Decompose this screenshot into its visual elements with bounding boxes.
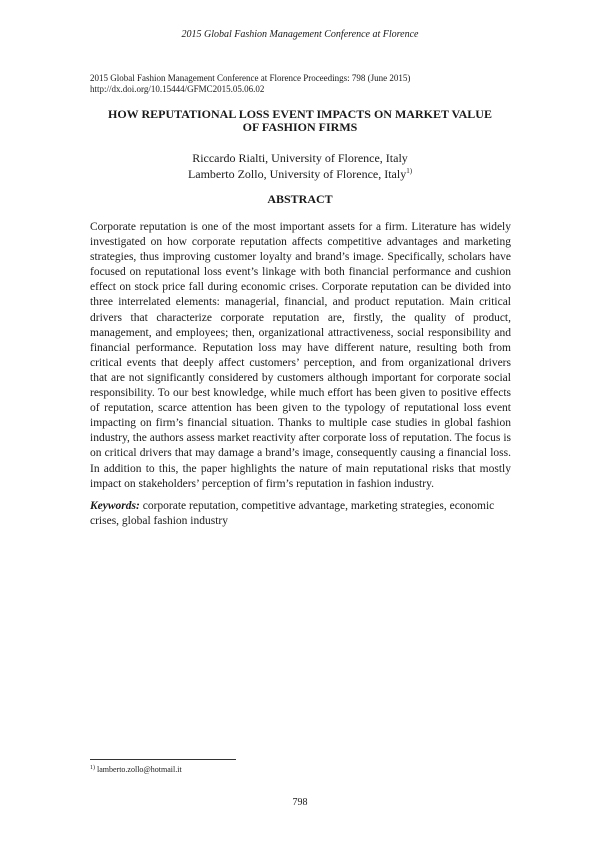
footnote-number: 1): [90, 765, 95, 771]
keywords-text: corporate reputation, competitive advantage, marketing strategies, economic crises, global fashion industry: [90, 500, 495, 528]
author-2-text: Lamberto Zollo, University of Florence, Italy: [187, 167, 407, 181]
author-1-text: Riccardo Rialti, University of Florence, Italy: [192, 151, 408, 165]
author-2: [90, 166, 510, 182]
proceedings-citation: [90, 73, 510, 95]
author-list: [90, 150, 510, 182]
footnote-email[interactable]: lamberto.zollo@hotmail.it: [95, 765, 182, 774]
footnote-divider: [90, 759, 236, 760]
proceedings-line: 2015 Global Fashion Management Conference at Florence Proceedings: 798 (June 2015): [90, 73, 411, 83]
author-1: [90, 150, 510, 166]
doi-link[interactable]: http://dx.doi.org/10.15444/GFMC2015.05.06.02: [90, 84, 265, 94]
running-header: 2015 Global Fashion Management Conference at Florence: [181, 29, 419, 40]
abstract-body: Corporate reputation is one of the most important assets for a firm. Literature has widely investigated on how corporate reputation affects competitive advantages and marketing strategies, thus improving customer loyalty and brand’s image. Specifically, scholars have focused on reputational loss event’s linkage with both financial performance and cushion effect on stock price fall during economic crises. Corporate reputation can be divided into three interrelated elements: managerial, financial, and product reputation. Main critical drivers that characterize corporate reputation are, firstly, the quality of product, management, and employees; then, organizational attractiveness, social responsibility and financial performance. Reputation loss may have different nature, resulting both from critical events that deeply affect customers’ perception, and from organizational drivers that are not significantly considered by customers although important for corporate social responsibility. To our best knowledge, while much effort has been given to positive effects of reputation, scarce attention has been given to the typology of reputational loss event impacting on firm’s financial situation. Thanks to multiple case studies in global fashion industry, the authors assess market reactivity after corporate loss of reputation. The focus is on critical drivers that may damage a brand’s image, consequently causing a financial loss. In addition to this, the paper highlights the nature of main reputational risks that mostly impact on stakeholders’ perception of firm’s reputation in fashion industry.: [90, 221, 511, 490]
abstract-heading: ABSTRACT: [267, 192, 333, 206]
paper-title: [90, 108, 510, 134]
page-number: 798: [292, 797, 308, 808]
keywords: [90, 499, 510, 529]
footnote-marker[interactable]: 1): [406, 167, 413, 175]
title-line-2: OF FASHION FIRMS: [242, 120, 358, 134]
footnote: [90, 765, 510, 774]
title-line-1: HOW REPUTATIONAL LOSS EVENT IMPACTS ON MARKET VALUE: [108, 107, 492, 121]
keywords-label: Keywords:: [90, 500, 140, 512]
